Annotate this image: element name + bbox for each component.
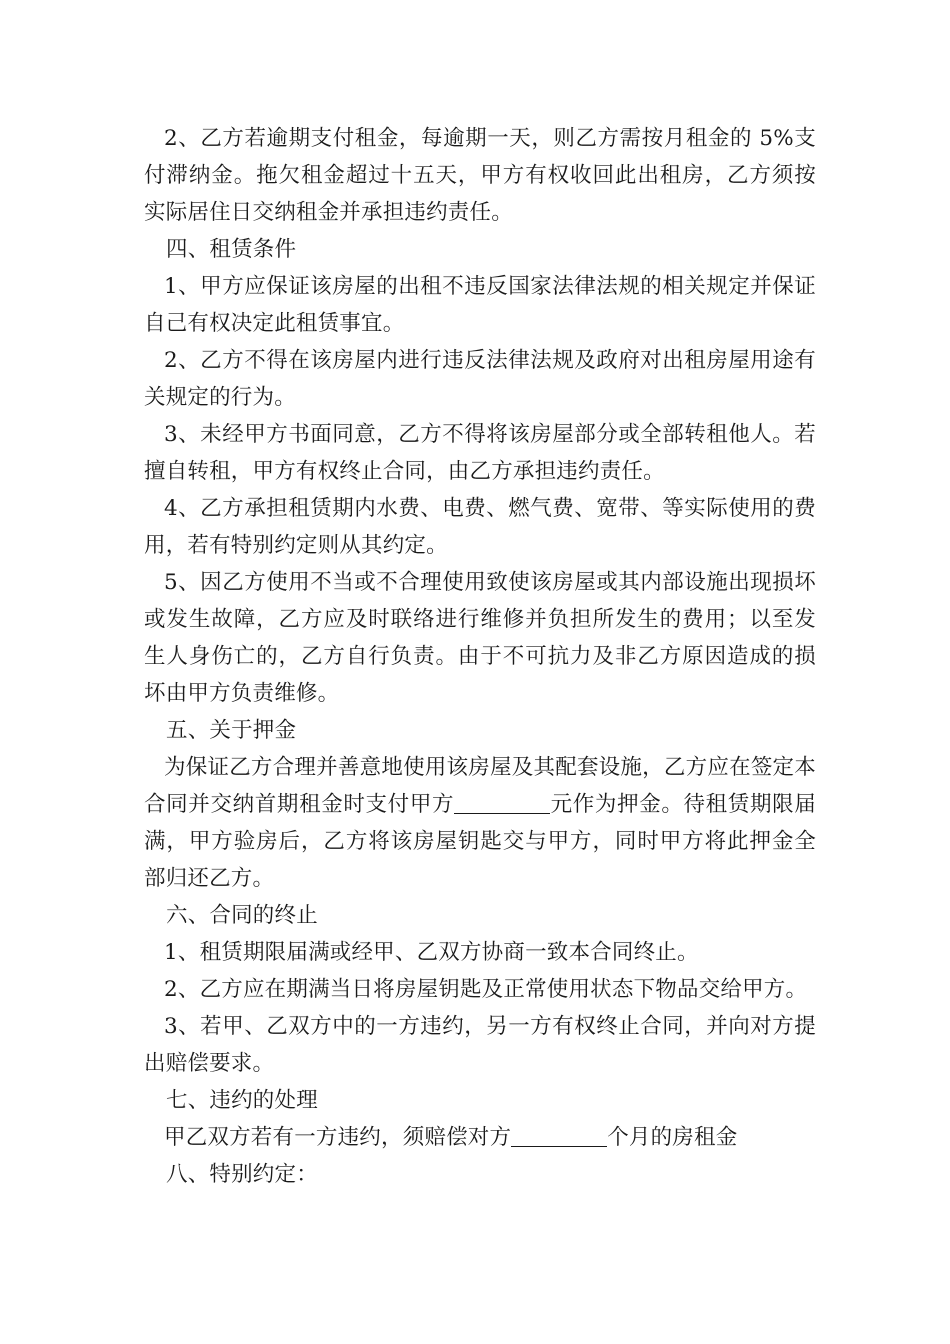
section-heading-termination: 六、合同的终止: [166, 903, 318, 928]
section-heading-lease-conditions: 四、租赁条件: [166, 237, 297, 262]
section-heading-breach: 七、违约的处理: [166, 1088, 318, 1113]
clause-no-sublet: 3、未经甲方书面同意，乙方不得将该房屋部分或全部转租他人。若擅自转租，甲方有权终止合同，由乙方承担违约责任。: [144, 422, 816, 484]
section-heading-deposit: 五、关于押金: [166, 718, 297, 743]
clause-no-illegal-use: 2、乙方不得在该房屋内进行违反法律法规及政府对出租房屋用途有关规定的行为。: [144, 348, 816, 410]
document-page: [144, 120, 816, 1193]
clause-termination-expiry: 1、租赁期限届满或经甲、乙双方协商一致本合同终止。: [164, 940, 699, 965]
clause-legal-compliance: 1、甲方应保证该房屋的出租不违反国家法律法规的相关规定并保证自己有权决定此租赁事宜。: [144, 274, 816, 336]
months-rent-blank[interactable]: [511, 1122, 607, 1147]
clause-utility-fees: 4、乙方承担租赁期内水费、电费、燃气费、宽带、等实际使用的费用，若有特别约定则从其约定。: [144, 496, 816, 558]
deposit-amount-blank[interactable]: [454, 789, 550, 814]
section-heading-special-terms: 八、特别约定：: [166, 1162, 318, 1187]
clause-damage-repair: 5、因乙方使用不当或不合理使用致使该房屋或其内部设施出现损坏或发生故障，乙方应及时联络进行维修并负担所发生的费用；以至发生人身伤亡的，乙方自行负责。由于不可抗力及非乙方原因造成的损坏由甲方负责维修。: [144, 570, 816, 706]
clause-late-payment: 2、乙方若逾期支付租金，每逾期一天，则乙方需按月租金的 5%支付滞纳金。拖欠租金超过十五天，甲方有权收回此出租房，乙方须按实际居住日交纳租金并承担违约责任。: [144, 126, 816, 225]
clause-breach-termination: 3、若甲、乙双方中的一方违约，另一方有权终止合同，并向对方提出赔偿要求。: [144, 1014, 816, 1076]
clause-key-return: 2、乙方应在期满当日将房屋钥匙及正常使用状态下物品交给甲方。: [164, 977, 808, 1002]
clause-deposit: 为保证乙方合理并善意地使用该房屋及其配套设施，乙方应在签定本合同并交纳首期租金时支付甲方 元作为押金。待租赁期限届满，甲方验房后，乙方将该房屋钥匙交与甲方，同时甲方将此押金全部归还乙方。: [144, 755, 816, 891]
clause-breach-compensation: 甲乙双方若有一方违约，须赔偿对方 个月的房租金: [144, 1119, 816, 1156]
